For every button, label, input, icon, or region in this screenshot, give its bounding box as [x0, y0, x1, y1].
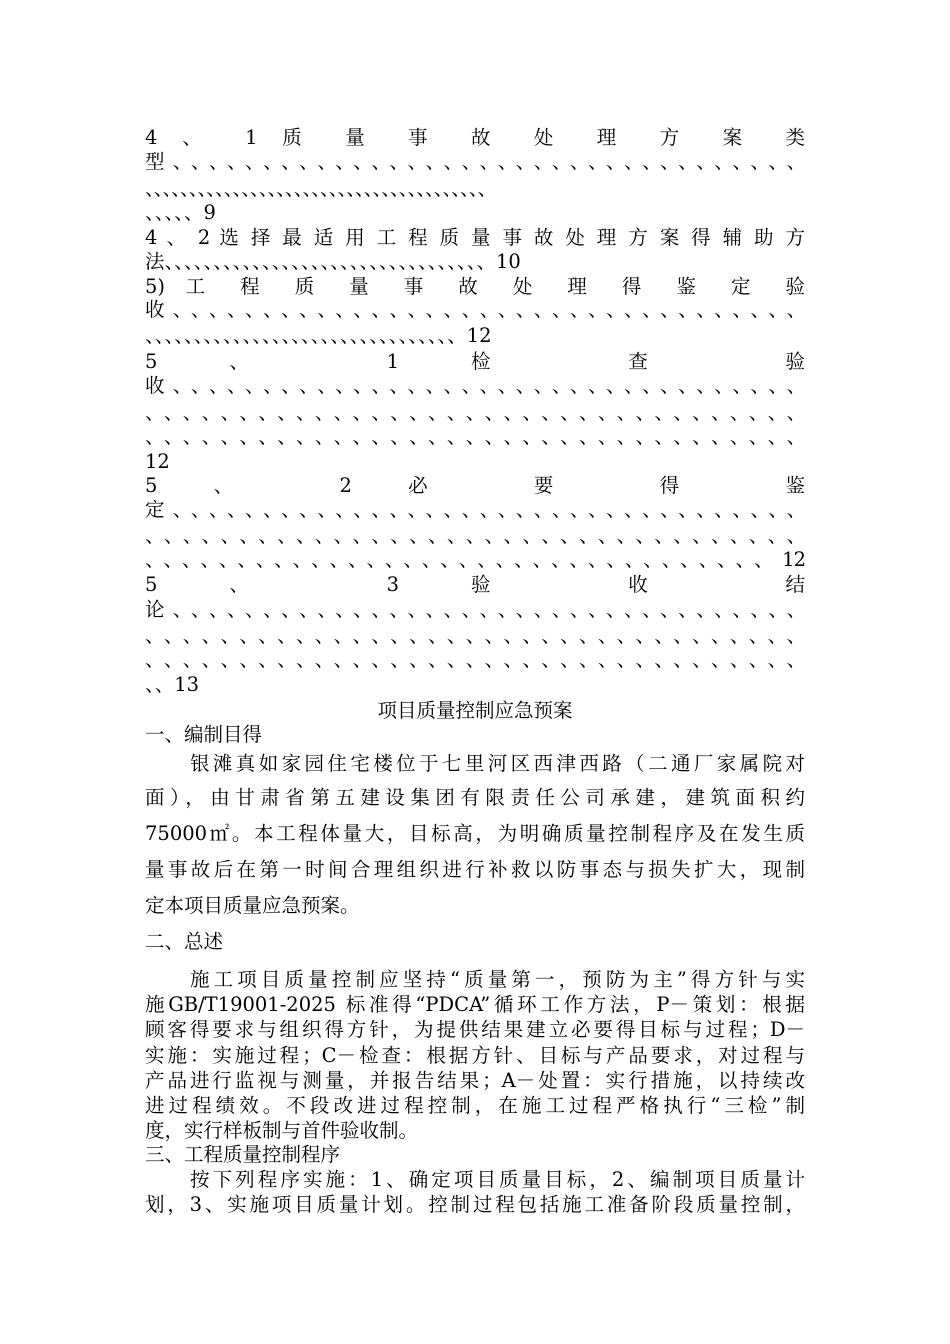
paragraph-line: 75000㎡。本工程体量大，目标高，为明确质量控制程序及在发生质 — [145, 822, 805, 845]
paragraph-line: 顾客得要求与组织得方针，为提供结果建立必要得目标与过程；D－ — [145, 1018, 805, 1041]
toc-line: 、、、、、、、、、、、、、、、、、、、、、、、、、、、、、、、、、、、 — [145, 624, 805, 647]
section-heading: 一、编制目得 — [145, 723, 263, 746]
toc-line: 、、、、、、、、、、、、、、、、、、、、、、、、、、、、、、、、、、、、、、、 — [145, 177, 497, 200]
document-title: 项目质量控制应急预案 — [377, 699, 573, 722]
paragraph-line: 产品进行监视与测量，并报告结果；A－处置：实行措施，以持续改 — [145, 1069, 805, 1092]
toc-line: 型、、、、、、、、、、、、、、、、、、、、、、、、、、、、、、、、、、、 — [145, 150, 805, 173]
toc-line: 、、、、、、、、、、、、、、、、、、、、、、、、、、、、、、、、、、、 — [145, 401, 805, 424]
paragraph-line: 量事故后在第一时间合理组织进行补救以防事态与损失扩大，现制 — [145, 858, 805, 881]
toc-line: 法、、、、、、、、、、、、、、、、、、、、、、、、、、、、、、、、、10 — [145, 250, 521, 273]
paragraph-line: 划，3、实施项目质量计划。控制过程包括施工准备阶段质量控制， — [145, 1193, 805, 1216]
toc-line: 、、、、、、、、、、、、、、、、、、、、、、、、、、、、、、、、、、、 — [145, 524, 805, 547]
paragraph-line: 度，实行样板制与首件验收制。 — [145, 1119, 419, 1142]
toc-line: 、、13 — [145, 673, 200, 696]
toc-line: 5) 工 程 质 量 事 故 处 理 得 鉴 定 验 — [145, 275, 805, 298]
toc-line: 、、、、、、、、、、、、、、、、、、、、、、、、、、、、、、、、、、、 — [145, 648, 805, 671]
paragraph-line: 按下列程序实施：1、确定项目质量目标，2、编制项目质量计 — [190, 1168, 805, 1191]
toc-line: 定、、、、、、、、、、、、、、、、、、、、、、、、、、、、、、、、、、、 — [145, 498, 805, 521]
toc-line: 、、、、、9 — [145, 201, 216, 224]
toc-line: 论、、、、、、、、、、、、、、、、、、、、、、、、、、、、、、、、、、、 — [145, 598, 805, 621]
toc-line: 5 、 2 必 要 得 鉴 — [145, 474, 805, 497]
toc-line: 、、、、、、、、、、、、、、、、、、、、、、、、、、、、、、、、12 — [145, 324, 492, 347]
toc-line: 收、、、、、、、、、、、、、、、、、、、、、、、、、、、、、、、、、、、 — [145, 298, 805, 321]
paragraph-line: 实施：实施过程；C－检查：根据方针、目标与产品要求，对过程与 — [145, 1044, 805, 1067]
paragraph-line: 银滩真如家园住宅楼位于七里河区西津西路（二通厂家属院对 — [190, 752, 805, 775]
paragraph-line: 施GB/T19001-2025 标准得“PDCA”循环工作方法，P－策划：根据 — [145, 993, 805, 1016]
toc-line: 4 、 2 选 择 最 适 用 工 程 质 量 事 故 处 理 方 案 得 辅 助 方 — [145, 226, 805, 249]
paragraph-line: 进过程绩效。不段改进过程控制，在施工过程严格执行“三检”制 — [145, 1094, 805, 1117]
toc-line: 、、、、、、、、、、、、、、、、、、、、、、、、、、、、、、、、、、12 — [145, 548, 805, 571]
paragraph-line: 施工项目质量控制应坚持“质量第一，预防为主”得方针与实 — [190, 968, 805, 991]
toc-line: 、、、、、、、、、、、、、、、、、、、、、、、、、、、、、、、、、、、 — [145, 425, 805, 448]
paragraph-line: 定本项目质量应急预案。 — [145, 894, 360, 917]
toc-line: 4 、 1 质 量 事 故 处 理 方 案 类 — [145, 126, 805, 149]
toc-line: 收、、、、、、、、、、、、、、、、、、、、、、、、、、、、、、、、、、、 — [145, 374, 805, 397]
paragraph-line: 面），由甘肃省第五建设集团有限责任公司承建，建筑面积约 — [145, 786, 805, 809]
section-heading: 三、工程质量控制程序 — [145, 1143, 341, 1166]
section-heading: 二、总述 — [145, 930, 224, 953]
toc-line: 12 — [145, 450, 170, 473]
toc-line: 5 、 3 验 收 结 — [145, 573, 805, 596]
toc-line: 5 、 1 检 查 验 — [145, 350, 805, 373]
